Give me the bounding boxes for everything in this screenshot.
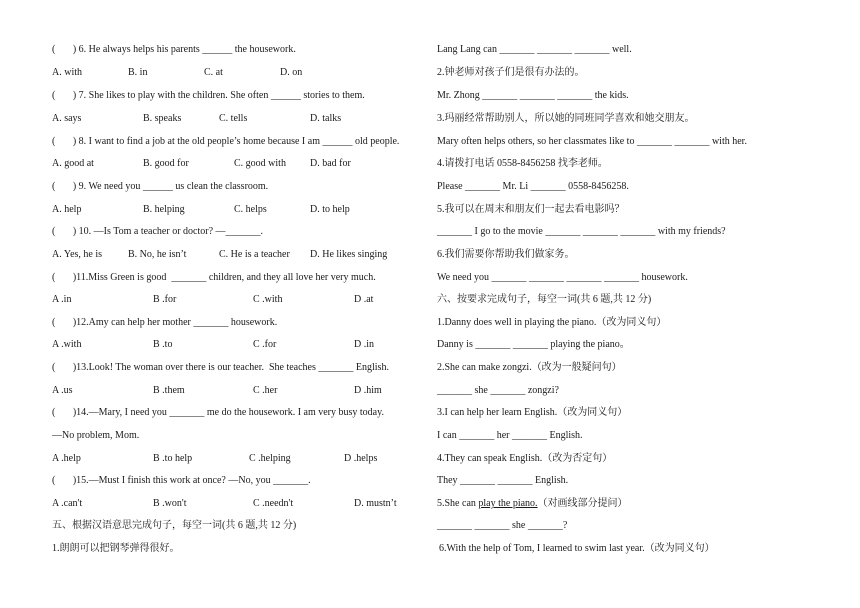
question-10: ( ) 10. —Is Tom a teacher or doctor? —_______. — [52, 226, 264, 237]
question-15: ( )15.—Must I finish this work at once? —No, you _______. — [52, 475, 311, 486]
right-line-7: Please _______ Mr. Li _______ 0558-8456258. — [437, 181, 629, 192]
question-8: ( ) 8. I want to find a job at the old people’s home because I am ______ old people. — [52, 136, 400, 147]
q11-option-a: A .in — [52, 294, 72, 305]
right-line-17: I can _______ her _______ English. — [437, 430, 583, 441]
right-line-16: 3.I can help her learn English.（改为同义句） — [437, 407, 628, 418]
q7-option-d: D. talks — [310, 113, 342, 124]
q13-option-b: B .them — [153, 385, 185, 396]
right-line-11: We need you _______ _______ _______ _______ housework. — [437, 272, 688, 283]
q12-option-c: C .for — [253, 339, 277, 350]
q15-option-a: A .can't — [52, 498, 83, 509]
section-5-heading: 五、根据汉语意思完成句子，每空一词(共 6 题,共 12 分) — [52, 520, 297, 531]
right-line-10: 6.我们需要你帮助我们做家务。 — [437, 249, 575, 260]
question-13: ( )13.Look! The woman over there is our teacher. She teaches _______ English. — [52, 362, 389, 373]
q8-option-c: C. good with — [234, 158, 286, 169]
q13-option-d: D .him — [354, 385, 382, 396]
right-line-13: Danny is _______ _______ playing the piano。 — [437, 339, 630, 350]
q12-option-a: A .with — [52, 339, 82, 350]
q10-option-b: B. No, he isn’t — [128, 249, 187, 260]
q10-option-c: C. He is a teacher — [219, 249, 290, 260]
q15-option-b: B .won't — [153, 498, 187, 509]
right-line-22: 6.With the help of Tom, I learned to swim last year.（改为同义句） — [439, 543, 715, 554]
q10-option-d: D. He likes singing — [310, 249, 388, 260]
right-line-20 — [437, 498, 628, 510]
q14-option-d: D .helps — [344, 453, 378, 464]
section-6-heading: 六、按要求完成句子，每空一词(共 6 题,共 12 分) — [437, 294, 652, 305]
question-12: ( )12.Amy can help her mother _______ housework. — [52, 317, 278, 328]
right-line-20-prefix: 5.She can — [437, 498, 479, 509]
q14-option-a: A .help — [52, 453, 81, 464]
q7-option-c: C. tells — [219, 113, 248, 124]
section-5-item-1: 1.朗朗可以把钢琴弹得很好。 — [52, 543, 180, 554]
right-line-6: 4.请拨打电话 0558-8456258 找李老师。 — [437, 158, 608, 169]
question-14: ( )14.—Mary, I need you _______ me do the housework. I am very busy today. — [52, 407, 384, 418]
q8-option-b: B. good for — [143, 158, 189, 169]
q15-option-d: D. mustn’t — [354, 498, 397, 509]
right-line-2: 2.钟老师对孩子们是很有办法的。 — [437, 67, 585, 78]
q13-option-c: C .her — [253, 385, 278, 396]
q9-option-b: B. helping — [143, 204, 185, 215]
right-line-4: 3.玛丽经常帮助别人，所以她的同班同学喜欢和她交朋友。 — [437, 113, 695, 124]
right-line-14: 2.She can make zongzi.（改为一般疑问句） — [437, 362, 622, 373]
right-line-21: _______ _______ she _______? — [437, 520, 568, 531]
q8-option-d: D. bad for — [310, 158, 351, 169]
q14-option-b: B .to help — [153, 453, 193, 464]
question-7: ( ) 7. She likes to play with the children. She often ______ stories to them. — [52, 90, 365, 101]
q7-option-a: A. says — [52, 113, 82, 124]
q12-option-d: D .in — [354, 339, 374, 350]
q9-option-d: D. to help — [310, 204, 350, 215]
right-line-3: Mr. Zhong _______ _______ _______ the kids. — [437, 90, 629, 101]
right-line-20-instruction: （对画线部分提问） — [537, 498, 628, 509]
question-11: ( )11.Miss Green is good _______ children, and they all love her very much. — [52, 272, 376, 283]
q9-option-a: A. help — [52, 204, 82, 215]
q6-option-b: B. in — [128, 67, 148, 78]
question-14-reply: —No problem, Mom. — [52, 430, 140, 441]
right-line-8: 5.我可以在周末和朋友们一起去看电影吗？ — [437, 204, 625, 215]
q8-option-a: A. good at — [52, 158, 94, 169]
underlined-phrase: play the piano. — [478, 498, 538, 509]
q11-option-c: C .with — [253, 294, 283, 305]
right-line-19: They _______ _______ English. — [437, 475, 569, 486]
question-9: ( ) 9. We need you ______ us clean the classroom. — [52, 181, 269, 192]
q9-option-c: C. helps — [234, 204, 267, 215]
q6-option-a: A. with — [52, 67, 82, 78]
q12-option-b: B .to — [153, 339, 173, 350]
right-line-9: _______ I go to the movie _______ _______ _______ with my friends? — [437, 226, 726, 237]
q6-option-c: C. at — [204, 67, 223, 78]
right-line-15: _______ she _______ zongzi? — [437, 385, 559, 396]
right-line-5: Mary often helps others, so her classmates like to _______ _______ with her. — [437, 136, 747, 147]
q14-option-c: C .helping — [249, 453, 291, 464]
right-line-12: 1.Danny does well in playing the piano.（改为同义句） — [437, 317, 667, 328]
q10-option-a: A. Yes, he is — [52, 249, 103, 260]
right-line-18: 4.They can speak English.（改为否定句） — [437, 453, 613, 464]
q15-option-c: C .needn't — [253, 498, 294, 509]
q7-option-b: B. speaks — [143, 113, 182, 124]
right-line-1: Lang Lang can _______ _______ _______ well. — [437, 44, 632, 55]
q11-option-d: D .at — [354, 294, 374, 305]
q11-option-b: B .for — [153, 294, 177, 305]
question-6: ( ) 6. He always helps his parents ______ the housework. — [52, 44, 296, 55]
q6-option-d: D. on — [280, 67, 303, 78]
q13-option-a: A .us — [52, 385, 73, 396]
